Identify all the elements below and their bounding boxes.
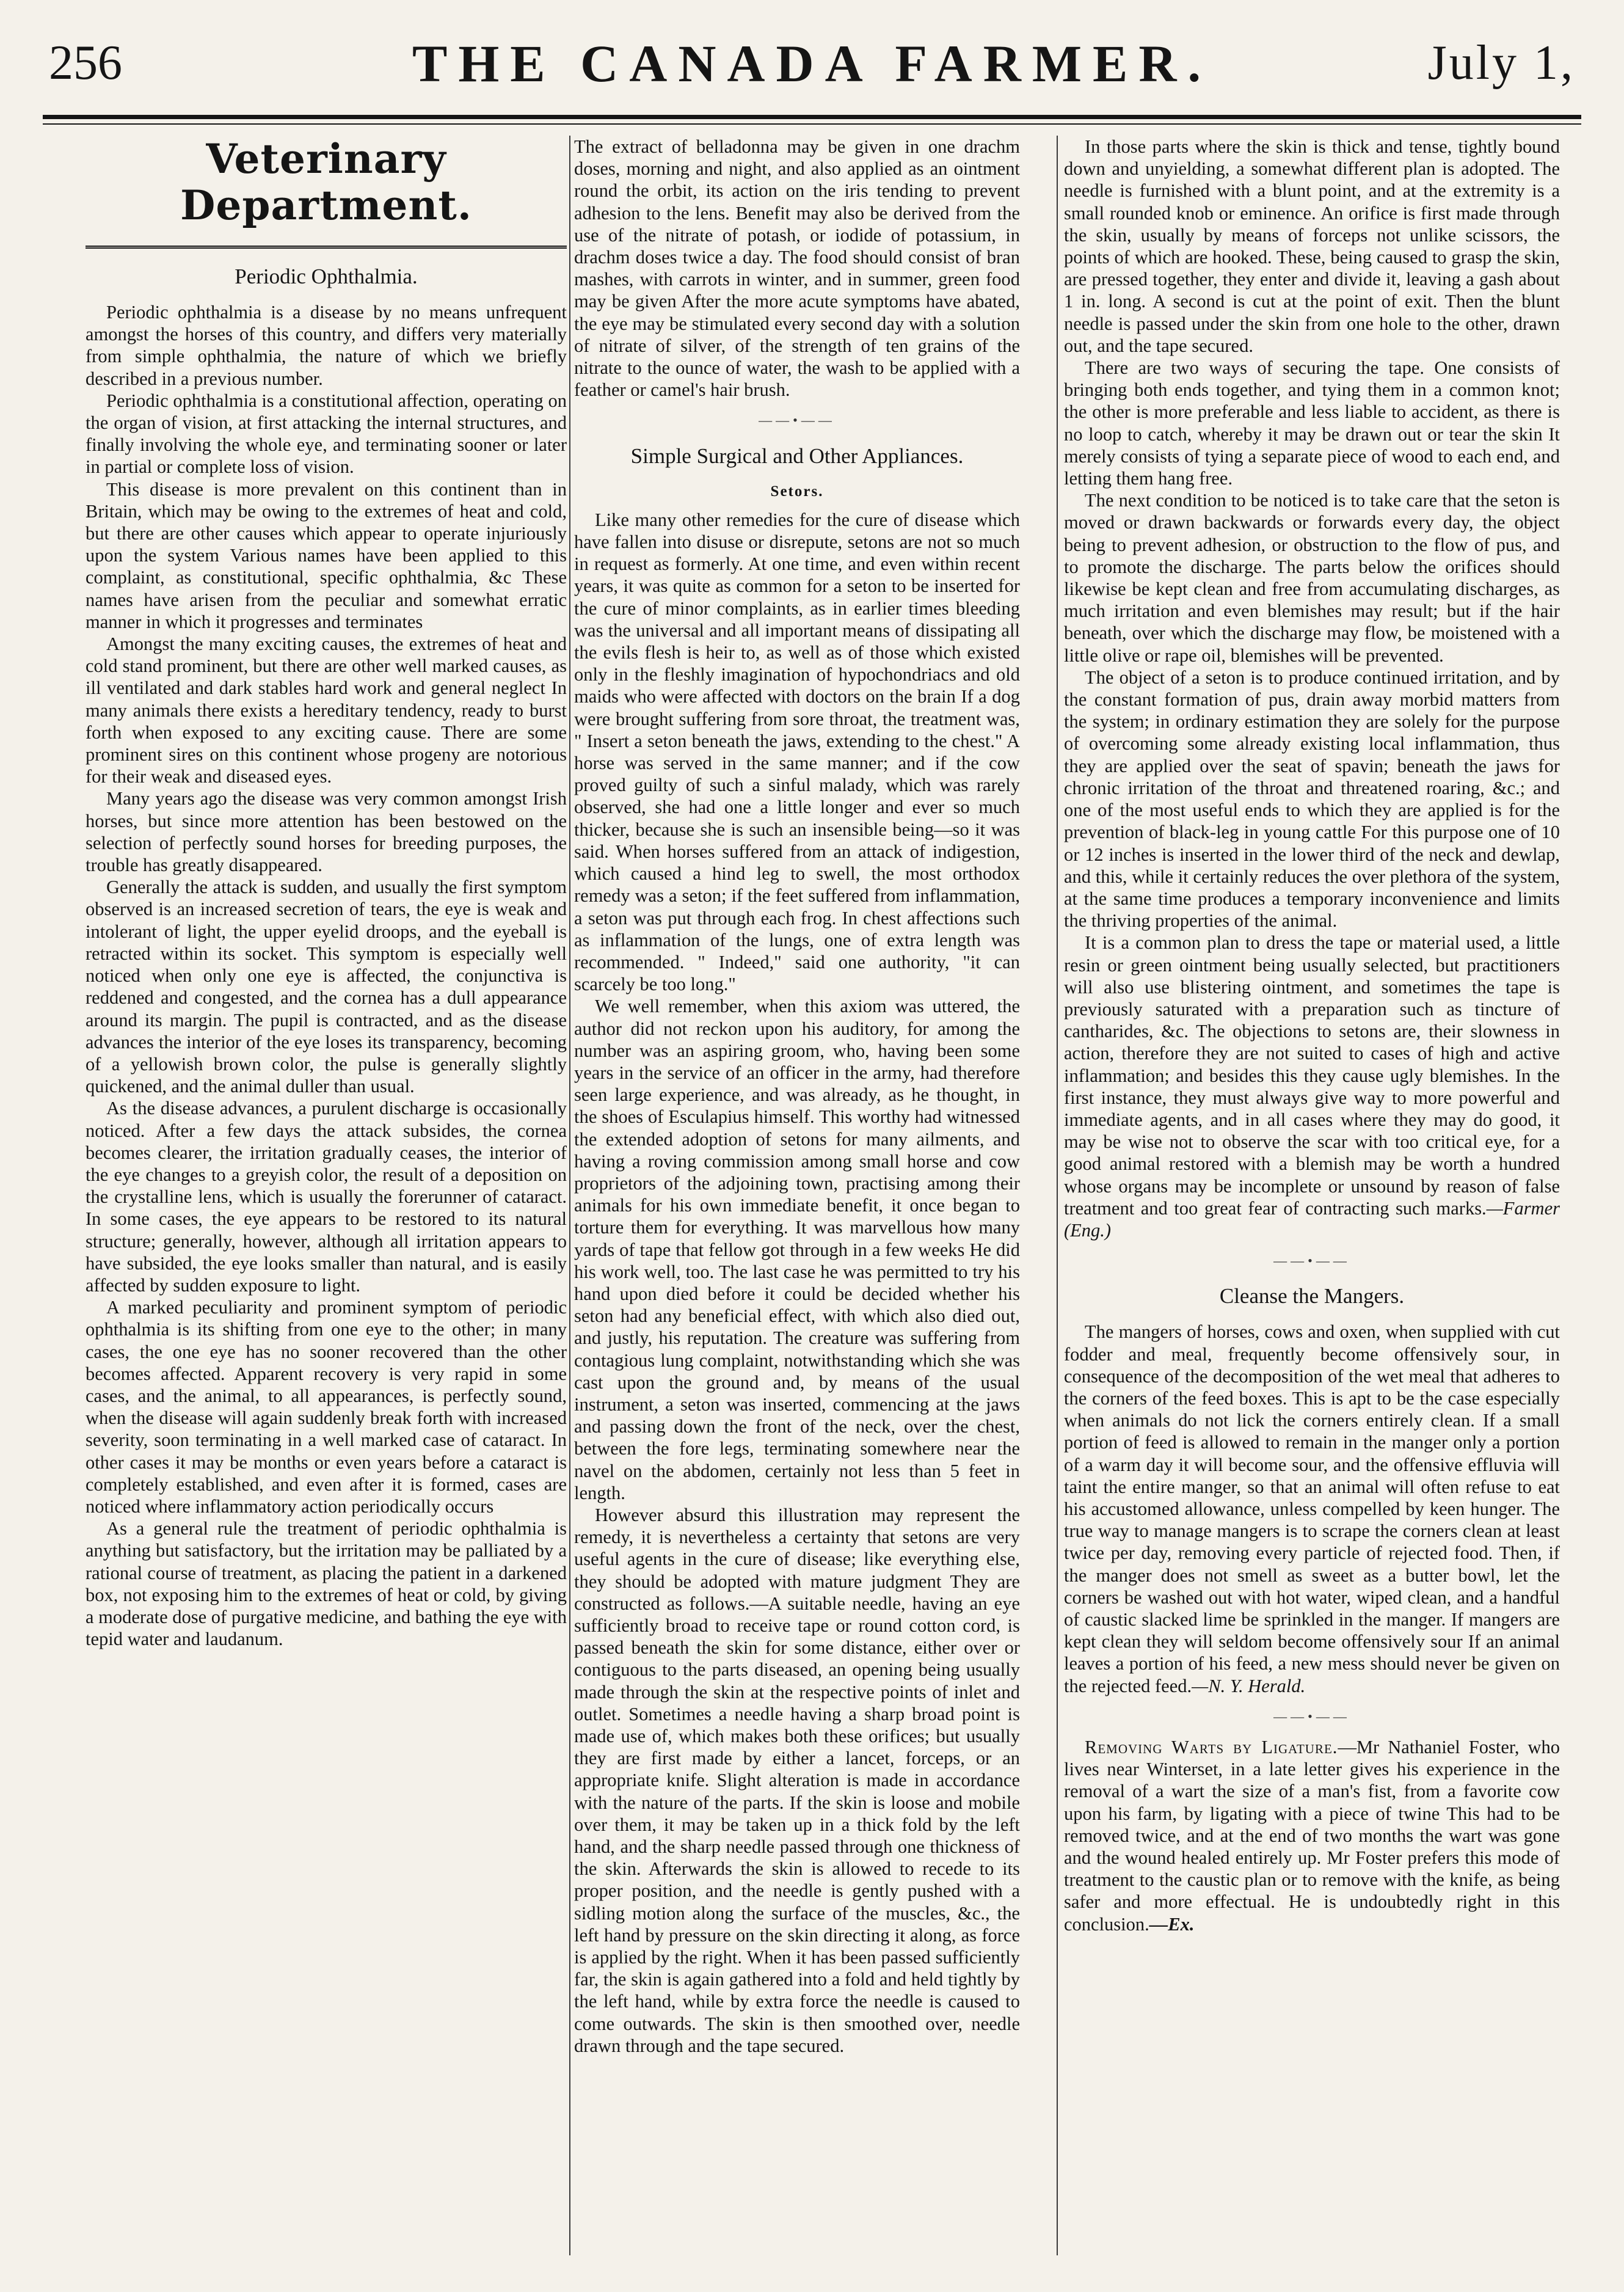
article-heading-periodic-ophthalmia: Periodic Ophthalmia.	[235, 265, 418, 288]
masthead-rule-thin	[43, 123, 1581, 125]
paragraph: Generally the attack is sudden, and usually the first symptom observed is an increased secretion of tears, the eye is weak and intolerant of light, the upper eyelid droops, and the eyeball is retracted within its socket. This symptom is especially well noticed when only one eye is affected, the conjunctiva is reddened and congested, and the cornea has a dull appearance around its margin. The pupil is contracted, and as the disease advances the interior of the eye loses its transparency, becoming of a yellowish brown color, the pulse is generally slightly quickened, and the animal duller than usual.	[86, 877, 567, 1097]
paragraph: A marked peculiarity and prominent symptom of periodic ophthalmia is its shifting from one eye to the other; in many cases, the one eye has no sooner recovered than the other becomes affected. Apparent recovery is very rapid in some cases, and the animal, to all appearances, is perfectly sound, when the disease will again suddenly break forth with increased severity, soon terminating in a well marked case of cataract. In other cases it may be months or even years before a cataract is completely established, and even after it is formed, cases are noticed where inflammatory action periodically occurs	[86, 1297, 567, 1517]
paragraph	[1064, 1321, 1560, 1696]
column-1	[86, 136, 567, 2255]
column-3	[1064, 136, 1560, 2255]
paragraph-text: —Mr Nathaniel Foster, who lives near Winterset, in a late letter gives his experience in the removal of a wart the size of a man's fist, from a favorite cow upon his farm, by ligating with a piece of twine This had to be removed twice, and at the end of two months the wart was gone and the wound healed entirely up. Mr Foster prefers this mode of treatment to the caustic plan or to remove with the knife, as being safer and more effectual. He is undoubtedly right in this conclusion.	[1064, 1737, 1560, 1935]
paragraph	[1064, 1736, 1560, 1935]
paragraph: However absurd this illustration may represent the remedy, it is nevertheless a certainty that setons are very useful agents in the cure of disease; like everything else, they should be adopted with mature judgment They are constructed as follows.—A suitable needle, having an eye sufficiently broad to receive tape or round cotton cord, is passed beneath the skin for some distance, either over or contiguous to the parts diseased, an opening being usually made through the skin at the respective points of inlet and outlet. Sometimes a needle having a sharp broad point is made use of, which makes both these orifices; but usually they are first made by either a lancet, forceps, or an appropriate knife. Slight alteration is made in accordance with the nature of the parts. If the skin is loose and mobile over them, it may be taken up in a thick fold by the left hand, and the sharp needle passed through one thickness of the skin. Afterwards the skin is allowed to recede to its proper position, and the needle is gently pushed with a sidling motion along the surface of the muscles, &c., the left hand by pressure on the skin directing it along, as force is applied by the right. When it has been passed sufficiently far, the skin is again gathered into a fold and held tightly by the left hand, while by extra force the needle is caused to come outwards. The skin is then smoothed over, needle drawn through and the tape secured.	[574, 1504, 1020, 2056]
section-separator: ——•——	[1273, 1253, 1350, 1269]
article-subheading-setons: Setors.	[770, 483, 824, 500]
paragraph: The object of a seton is to produce continued irritation, and by the constant formation of pus, drain away morbid matters from the system; in ordinary estimation they are solely for the purpose of overcoming some already existing local inflammation, thus they are applied over the seat of spavin; beneath the jaws for chronic irritation of the throat and threatened roaring, &c.; and one of the most useful ends to which they are applied is for the prevention of black-leg in young cattle For this purpose one of 10 or 12 inches is inserted in the lower third of the neck and dewlap, and this, while it certainly reduces the over plethora of the system, at the same time produces a temporary inconvenience and limits the thriving properties of the animal.	[1064, 666, 1560, 932]
paragraph: As a general rule the treatment of periodic ophthalmia is anything but satisfactory, but the irritation may be palliated by a rational course of treatment, as placing the patient in a darkened box, not exposing him to the extremes of heat or cold, by giving a moderate dose of purgative medicine, and bathing the eye with tepid water and laudanum.	[86, 1518, 567, 1650]
source-credit: —N. Y. Herald.	[1192, 1675, 1306, 1696]
source-credit: —Ex.	[1149, 1913, 1195, 1935]
paragraph: The next condition to be noticed is to take care that the seton is moved or drawn backwards or forwards every day, the object being to prevent adhesion, or obstruction to the flow of pus, and to promote the discharge. The parts below the orifices should likewise be kept clean and free from accumulating discharges, as much irritation and even blemishes may result; but if the hair beneath, over which the discharge may flow, be moistened with a little olive or rape oil, blemishes will be prevented.	[1064, 490, 1560, 666]
paragraph: Amongst the many exciting causes, the extremes of heat and cold stand prominent, but there are other well marked causes, as ill ventilated and dark stables hard work and general neglect In many animals there exists a hereditary tendency, ready to burst forth when exposed to any exciting cause. There are some prominent sires on this continent whose progeny are notorious for their weak and diseased eyes.	[86, 633, 567, 787]
department-heading: Veterinary Department.	[180, 136, 472, 229]
paragraph: Many years ago the disease was very common amongst Irish horses, but since more attention has been bestowed on the selection of perfectly sound horses for breeding purposes, the trouble has greatly disappeared.	[86, 788, 567, 876]
column-divider	[1057, 136, 1058, 2255]
paragraph: As the disease advances, a purulent discharge is occasionally noticed. After a few days the attack subsides, the cornea becomes clearer, the irritation gradually ceases, the interior of the eye changes to a greyish color, the result of a deposition on the crystalline lens, which is usually the forerunner of cataract. In some cases, the eye appears to be restored to its natural structure; generally, however, although all irritation appears to have subsided, the eye looks smaller than natural, and is easily affected by sudden exposure to light.	[86, 1098, 567, 1296]
paragraph	[1064, 932, 1560, 1241]
section-separator: ——•——	[759, 412, 836, 428]
publication-title: THE CANADA FARMER.	[412, 34, 1212, 93]
paragraph-text: It is a common plan to dress the tape or material used, a little resin or green ointment being usually selected, but practitioners will also use blistering ointment, and sometimes the tape is previously saturated with a preparation such as tincture of cantharides, &c. The objections to setons are, their slowness in action, therefore they are not suited to cases of high and active inflammation; and besides this they cause ugly blemishes. In the first instance, they must always give way to more powerful and immediate agents, and in all cases where they may do good, it may be wise not to observe the scar with too critical eye, for a good animal restored with a blemish may be worth a hundred whose organs may be incomplete or unsound by reason of false treatment and too great fear of contracting such marks.	[1064, 932, 1560, 1219]
page-number: 256	[49, 36, 122, 90]
paragraph: Periodic ophthalmia is a constitutional affection, operating on the organ of vision, at first attacking the internal structures, and finally involving the whole eye, and terminating sooner or later in partial or complete loss of vision.	[86, 390, 567, 478]
item-lead: Removing Warts by Ligature.	[1085, 1737, 1338, 1758]
paragraph: In those parts where the skin is thick and tense, tightly bound down and unyielding, a somewhat different plan is adopted. The needle is furnished with a blunt point, and at the extremity is a small rounded knob or eminence. An orifice is first made through the skin, usually by means of forceps not unlike scissors, the points of which are hooked. These, being caused to grasp the skin, are pressed together, they enter and divide it, leaving a gash about 1 in. long. A second is cut at the point of exit. Then the blunt needle is passed under the skin from one hole to the other, drawn out, and the tape secured.	[1064, 136, 1560, 356]
column-divider	[569, 136, 570, 2255]
paragraph: This disease is more prevalent on this continent than in Britain, which may be owing to the extremes of heat and cold, but there are other causes which appear to operate injuriously upon the system Various names have been applied to this complaint, as constitutional, specific ophthalmia, &c These names have arisen from the peculiar and somewhat erratic manner in which it progresses and terminates	[86, 478, 567, 632]
paragraph: There are two ways of securing the tape. One consists of bringing both ends together, and tying them in a common knot; the other is more preferable and less liable to accident, as there is no loop to catch, whereby it may be drawn out or tear the skin It merely consists of tying a separate piece of wood to each end, and letting them hang free.	[1064, 357, 1560, 489]
paragraph: Like many other remedies for the cure of disease which have fallen into disuse or disrepute, setons are not so much in request as formerly. At one time, and even within recent years, it was quite as common for a seton to be inserted for the cure of minor complaints, as in earlier times bleeding was the universal and all important means of dissipating all the evils flesh is heir to, as well as of those which existed only in the fleshly imagination of hypochondriacs and old maids who were affected with doctors on the brain If a dog were brought suffering from sore throat, the treatment was, " Insert a seton beneath the jaws, extending to the chest." A horse was served in the same manner; and if the cow proved guilty of such a sinful malady, which was rarely observed, she had one a little longer and ever so much thicker, because she is such an insensible being—so it was said. When horses suffered from an attack of indigestion, which caused a hind leg to swell, the most orthodox remedy was a seton; if the feet suffered from inflammation, a seton was put through each frog. In chest affections such as inflammation of the lungs, one of extra length was recommended. " Indeed," said one authority, "it can scarcely be too long."	[574, 509, 1020, 995]
article-heading-surgical-appliances: Simple Surgical and Other Appliances.	[630, 443, 964, 468]
masthead-rule-thick	[43, 115, 1581, 119]
issue-date: July 1,	[1427, 36, 1575, 90]
source-credit: —Farmer (Eng.)	[1064, 1197, 1560, 1241]
department-rule	[86, 246, 567, 249]
paragraph: We well remember, when this axiom was uttered, the author did not reckon upon his auditory, for among the number was an aspiring groom, who, having been some years in the service of an officer in the army, had therefore seen large experience, and was already, as he thought, in the shoes of Esculapius himself. This worthy had witnessed the extended adoption of setons for many ailments, and having a roving commission among small horse and cow proprietors of the adjoining town, practising among their animals for his own immediate benefit, it once began to torture them for everything. It was marvellous how many yards of tape that fellow got through in a few weeks He did his work well, too. The last case he was permitted to try his hand upon died before it could be decided whether his seton had any beneficial effect, with which also died out, and justly, his reputation. The creature was suffering from contagious lung complaint, notwithstanding which she was cast upon the ground and, by means of the usual instrument, a seton was inserted, commencing at the jaws and passing down the front of the neck, over the chest, between the fore legs, terminating somewhere near the navel on the abdomen, certainly not less than 5 feet in length.	[574, 996, 1020, 1503]
paragraph: Periodic ophthalmia is a disease by no means unfrequent amongst the horses of this country, and differs very materially from simple ophthalmia, the nature of which we briefly described in a previous number.	[86, 302, 567, 389]
masthead	[43, 24, 1581, 116]
article-heading-cleanse-mangers: Cleanse the Mangers.	[1219, 1284, 1405, 1308]
column-2	[574, 136, 1020, 2255]
paragraph-text: The mangers of horses, cows and oxen, when supplied with cut fodder and meal, frequently become offensively sour, in consequence of the decomposition of the wet meal that adheres to the corners of the feed boxes. This is apt to be the case especially when animals do not lick the corners entirely clean. If a small portion of feed is allowed to remain in the manger only a portion of a warm day it will become sour, and the offensive effluvia will taint the entire manger, so that an animal will often refuse to eat his accustomed allowance, unless compelled by keen hunger. The true way to manage mangers is to scrape the corners clean at least twice per day, removing every particle of rejected food. Then, if the manger does not smell as sweet as a butter bowl, let the corners be washed out with hot water, wiped clean, and a handful of caustic slacked lime be sprinkled in the manger. If mangers are kept clean they will seldom become offensively sour If an animal leaves a portion of his feed, a new mess should never be given on the rejected feed.	[1064, 1321, 1560, 1696]
paragraph-continuation: The extract of belladonna may be given in one drachm doses, morning and night, and also applied as an ointment round the orbit, its action on the iris tending to prevent adhesion to the lens. Benefit may also be derived from the use of the nitrate of potash, or iodide of potassium, in drachm doses twice a day. The food should consist of bran mashes, with carrots in winter, and in summer, green food may be given After the more acute symptoms have abated, the eye may be stimulated every second day with a solution of nitrate of silver, of the strength of ten grains of the nitrate to the ounce of water, the wash to be applied with a feather or camel's hair brush.	[574, 136, 1020, 401]
section-separator: ——•——	[1273, 1708, 1350, 1724]
